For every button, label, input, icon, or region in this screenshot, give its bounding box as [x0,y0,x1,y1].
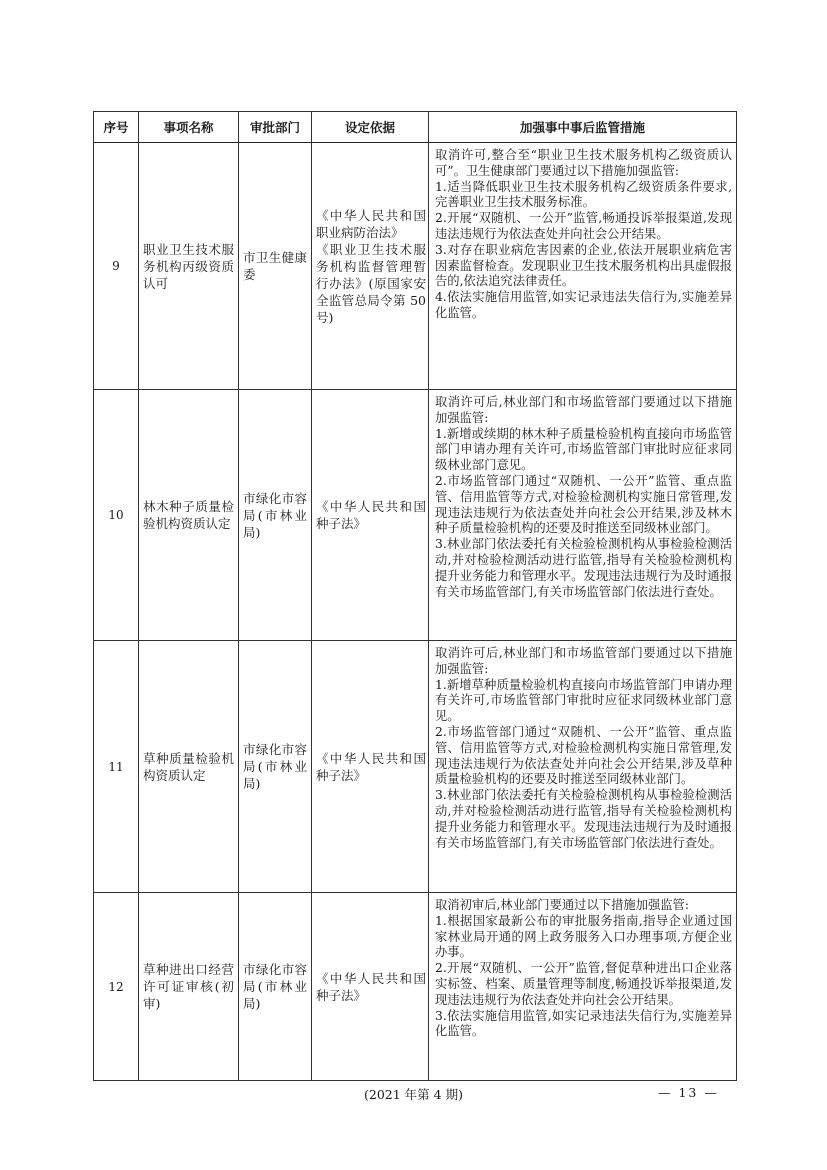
table-row [94,893,737,1081]
row-serial-no: 9 [94,143,139,390]
header-row [94,112,737,143]
measure-line: 1.适当降低职业卫生技术服务机构乙级资质条件要求,完善职业卫生技术服务标准。 [435,179,732,210]
header-supervision-measures: 加强事中事后监管措施 [429,112,737,143]
measure-line: 取消许可后,林业部门和市场监管部门要通过以下措施加强监管: [435,646,732,676]
measure-line: 4.依法实施信用监管,如实记录违法失信行为,实施差异化监管。 [435,290,732,320]
measure-line: 3.林业部门依法委托有关检验检测机构从事检验检测活动,并对检验检测活动进行监管,指导有关检验检测机构提升业务能力和管理水平。发现违法违规行为及时通报有关市场监管部门,有关市场监管部门依法进行查处。 [435,537,732,599]
row-item-name: 草种进出口经营许可证审核(初审) [139,893,239,1081]
row-supervision-measures [429,893,737,1081]
row-approval-dept: 市卫生健康委 [239,143,312,390]
measure-line: 2.市场监管部门通过“双随机、一公开”监管、重点监管、信用监管等方式,对检验检测机构实施日常管理,发现违法违规行为依法查处并向社会公开结果,涉及林木种子质量检验机构的还要及时推送至同级林业部门。 [435,473,732,536]
measure-line: 取消许可后,林业部门和市场监管部门要通过以下措施加强监管: [435,395,732,425]
measure-line: 3.依法实施信用监管,如实记录违法失信行为,实施差异化监管。 [435,1008,732,1039]
header-approval-dept: 审批部门 [239,112,312,143]
measure-line: 2.开展“双随机、一公开”监管,督促草种进出口企业落实标签、档案、质量管理等制度,畅通投诉举报渠道,发现违法违规行为依法查处并向社会公开结果。 [435,961,732,1007]
row-item-name: 林木种子质量检验机构资质认定 [139,390,239,641]
measure-line: 2.市场监管部门通过“双随机、一公开”监管、重点监管、信用监管等方式,对检验检测机构实施日常管理,发现违法违规行为依法查处并向社会公开结果,涉及草种质量检验机构的还要及时推送至同级林业部门。 [435,724,732,787]
row-approval-dept: 市绿化市容局(市林业局) [239,641,312,893]
measure-line: 3.林业部门依法委托有关检验检测机构从事检验检测活动,并对检验检测活动进行监管,指导有关检验检测机构提升业务能力和管理水平。发现违法违规行为及时通报有关市场监管部门,有关市场监管部门依法进行查处。 [435,788,732,850]
row-supervision-measures [429,143,737,390]
page-number: — 13 — [658,1085,719,1100]
row-approval-dept: 市绿化市容局(市林业局) [239,390,312,641]
measure-line: 1.新增草种质量检验机构直接向市场监管部门申请办理有关许可,市场监管部门审批时应征求同级林业部门意见。 [435,677,732,724]
header-serial-no: 序号 [94,112,139,143]
row-supervision-measures [429,641,737,893]
header-item-name: 事项名称 [139,112,239,143]
table-row [94,641,737,893]
row-serial-no: 12 [94,893,139,1081]
measure-line: 1.新增或续期的林木种子质量检验机构直接向市场监管部门申请办理有关许可,市场监管部门审批时应征求同级林业部门意见。 [435,426,732,473]
row-serial-no: 10 [94,390,139,641]
measure-line: 2.开展“双随机、一公开”监管,畅通投诉举报渠道,发现违法违规行为依法查处并向社会公开结果。 [435,211,732,241]
measure-line: 1.根据国家最新公布的审批服务指南,指导企业通过国家林业局开通的网上政务服务入口办理事项,方便企业办事。 [435,913,732,960]
row-supervision-measures [429,390,737,641]
row-item-name: 职业卫生技术服务机构丙级资质认可 [139,143,239,390]
row-legal-basis: 《中华人民共和国职业病防治法》 《职业卫生技术服务机构监督管理暂行办法》(原国家安全监管总局令第 50 号) [312,143,429,390]
header-legal-basis: 设定依据 [312,112,429,143]
measure-line: 取消初审后,林业部门要通过以下措施加强监管: [435,898,689,912]
row-serial-no: 11 [94,641,139,893]
regulatory-measures-table [93,111,737,1081]
issue-label: (2021 年第 4 期) [364,1087,463,1102]
table-row [94,143,737,390]
row-legal-basis: 《中华人民共和国种子法》 [312,893,429,1081]
row-item-name: 草种质量检验机构资质认定 [139,641,239,893]
measure-line: 3.对存在职业病危害因素的企业,依法开展职业病危害因素监督检查。发现职业卫生技术服务机构出具虚假报告的,依法追究法律责任。 [435,242,732,289]
table-body [94,143,737,1081]
table-row [94,390,737,641]
table-header [94,112,737,143]
row-legal-basis: 《中华人民共和国种子法》 [312,641,429,893]
measure-line: 取消许可,整合至“职业卫生技术服务机构乙级资质认可”。卫生健康部门要通过以下措施加强监管: [435,148,732,178]
row-approval-dept: 市绿化市容局(市林业局) [239,893,312,1081]
row-legal-basis: 《中华人民共和国种子法》 [312,390,429,641]
